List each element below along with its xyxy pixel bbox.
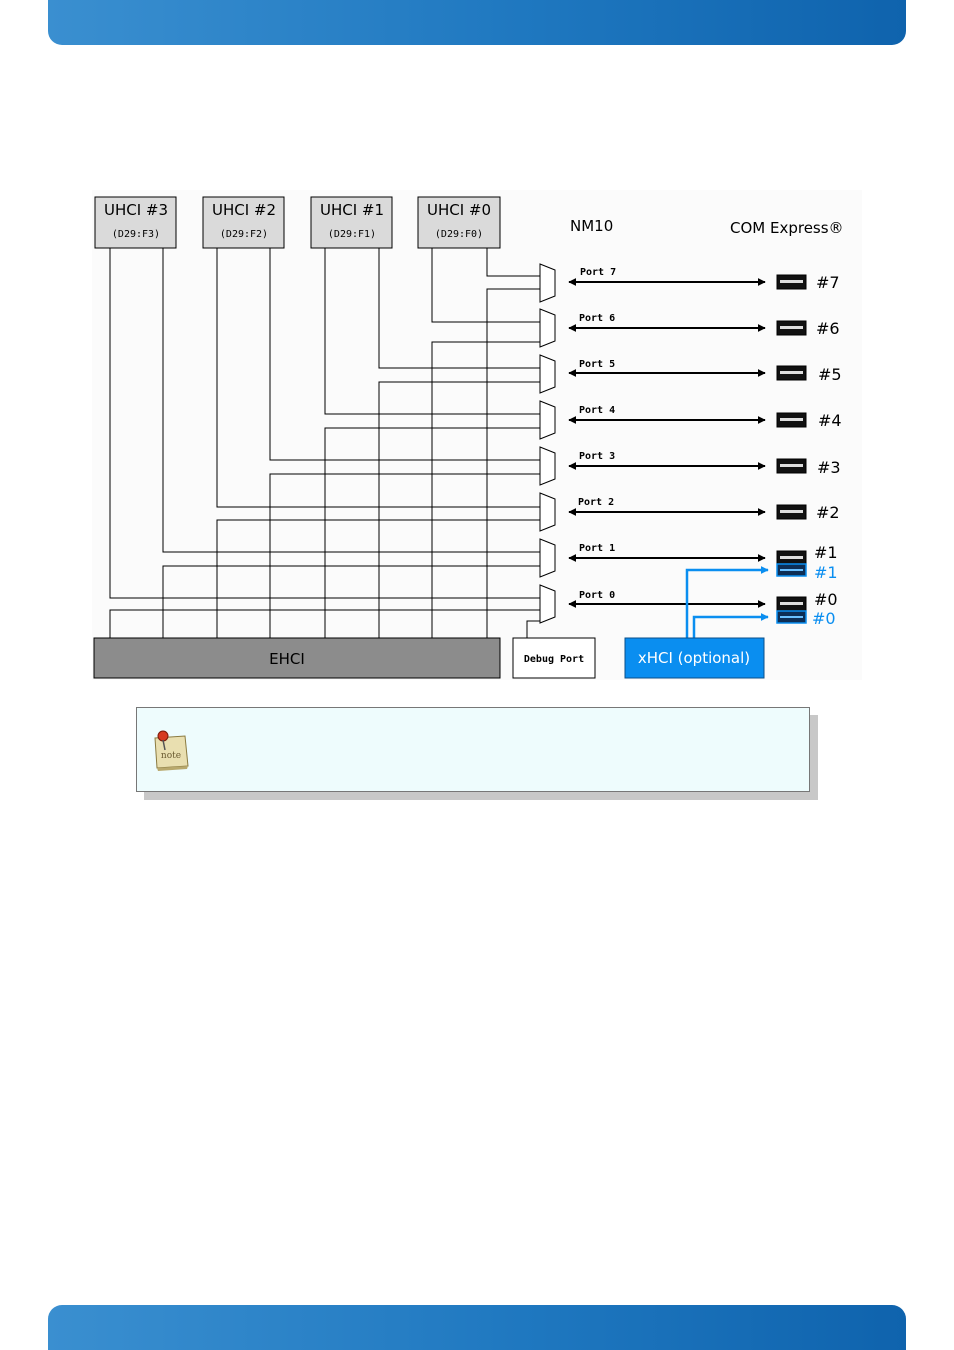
mux-0 [540, 585, 555, 623]
connector-header: COM Express® [730, 219, 844, 237]
xhci-label: xHCI (optional) [637, 649, 751, 667]
mux-3 [540, 447, 555, 485]
ehci-box [94, 638, 500, 678]
port-4-label: Port 4 [579, 405, 616, 416]
chip-label: NM10 [570, 217, 614, 235]
port-0-label: Port 0 [579, 590, 616, 601]
uhci-2-box [203, 197, 284, 248]
usb-connector-slot-4 [780, 418, 803, 421]
mux-1 [540, 539, 555, 577]
usb3-connector-1-slot [780, 569, 803, 571]
mux-6 [540, 309, 555, 347]
usb-connector-slot-3 [780, 464, 803, 467]
connector-2-label: #2 [816, 503, 840, 522]
uhci-1-label: UHCI #1 [319, 201, 385, 219]
port-1-label: Port 1 [579, 543, 616, 554]
uhci-3-device: (D29:F3) [111, 229, 161, 240]
mux-7 [540, 264, 555, 302]
connector-0-label: #0 [814, 590, 838, 609]
usb-connector-slot-2 [780, 510, 803, 513]
uhci-1-box [311, 197, 392, 248]
connector-4-label: #4 [818, 411, 842, 430]
port-7-label: Port 7 [580, 267, 617, 278]
connector-7-label: #7 [816, 273, 840, 292]
port-3-label: Port 3 [579, 451, 616, 462]
port-6-label: Port 6 [579, 313, 616, 324]
connector-1-label: #1 [814, 543, 838, 562]
uhci-0-device: (D29:F0) [434, 229, 484, 240]
connector-5-label: #5 [818, 365, 842, 384]
mux-4 [540, 401, 555, 439]
usb-connector-slot-0 [780, 602, 803, 605]
uhci-2-device: (D29:F2) [219, 229, 269, 240]
ehci-label: EHCI [269, 650, 305, 668]
xhci-box [625, 638, 764, 678]
connector-3-label: #3 [817, 458, 841, 477]
footer-band [48, 1305, 906, 1350]
usb-connector-slot-1 [780, 556, 803, 559]
uhci-0-box [418, 197, 500, 248]
xhci-connector-0-label: #0 [812, 609, 836, 628]
debug-port-box [513, 638, 595, 678]
connector-6-label: #6 [816, 319, 840, 338]
diagram-background [92, 190, 862, 680]
port-5-label: Port 5 [579, 359, 616, 370]
uhci-3-box [95, 197, 176, 248]
note-box [136, 707, 810, 792]
mux-5 [540, 355, 555, 393]
xhci-connector-1-label: #1 [814, 563, 838, 582]
mux-2 [540, 493, 555, 531]
usb-connector-slot-7 [780, 280, 803, 283]
usb-connector-slot-6 [780, 326, 803, 329]
usb-connector-slot-5 [780, 371, 803, 374]
uhci-3-label: UHCI #3 [103, 201, 169, 219]
note-icon-lettering: note [160, 751, 182, 761]
uhci-2-label: UHCI #2 [211, 201, 277, 219]
port-2-label: Port 2 [578, 497, 615, 508]
uhci-1-device: (D29:F1) [327, 229, 377, 240]
debug-port-label: Debug Port [523, 654, 585, 665]
usb3-connector-0-slot [780, 616, 803, 618]
uhci-0-label: UHCI #0 [426, 201, 492, 219]
note-icon [151, 728, 191, 772]
